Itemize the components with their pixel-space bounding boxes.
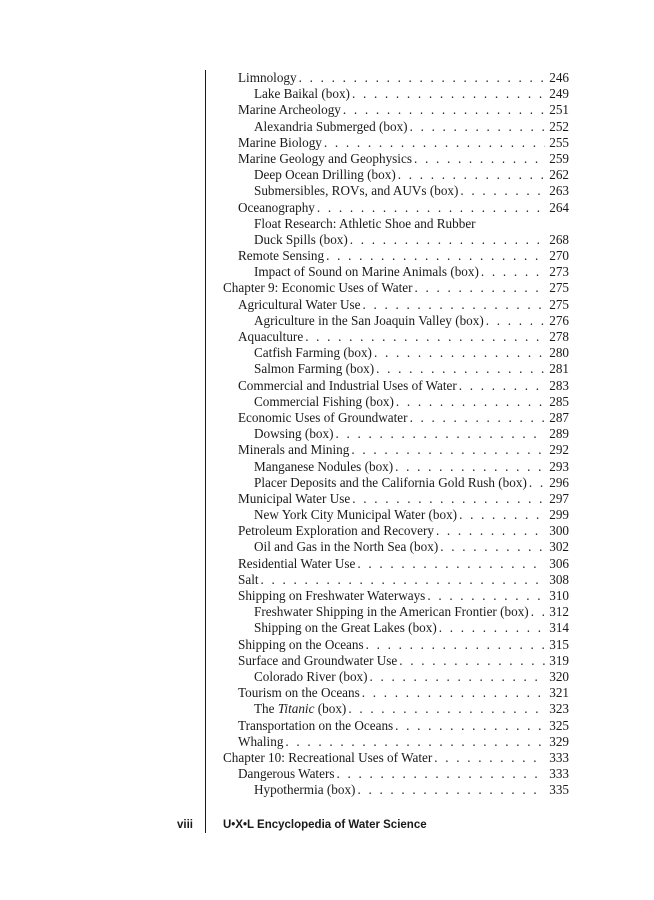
toc-entry-title: Shipping on Freshwater Waterways [238,588,426,603]
toc-entry-page: 323 [549,701,569,717]
toc-entry-page: 333 [549,749,569,765]
toc-entry-page: 270 [549,248,569,264]
dot-leader [436,523,545,539]
toc-entry [223,394,569,410]
toc-entry-title: Colorado River (box) [254,668,368,684]
toc-entry [223,167,569,183]
toc-entry-title: Submersibles, ROVs, and AUVs (box) [254,183,459,199]
toc-entry-page: 302 [549,539,569,555]
toc-entry-title: Oil and Gas in the North Sea (box) [254,539,439,555]
toc-entry-title: Duck Spills (box) [254,231,348,247]
toc-entry [223,734,569,750]
dot-leader [285,734,545,750]
toc-entry-title-italic: Titanic [277,701,315,717]
toc-entry-title: Marine Geology and Geophysics [238,150,412,166]
dot-leader [486,313,545,329]
toc-entry-title: Residential Water Use [238,555,356,571]
dot-leader [357,556,545,572]
dot-leader [350,232,545,248]
toc-entry-page: 312 [549,604,569,620]
toc-entry-title: Agricultural Water Use [238,296,361,312]
toc-entry-page: 280 [549,345,569,361]
dot-leader [348,701,545,717]
toc-entry [223,701,569,717]
toc-entry-title: Oceanography [238,199,315,215]
dot-leader [398,167,545,183]
toc-entry-page: 281 [549,361,569,377]
toc-entry-title: Commercial and Industrial Uses of Water [238,377,457,393]
toc-entry-page: 263 [549,183,569,199]
vertical-rule [205,70,206,833]
toc-entry-page: 292 [549,442,569,458]
toc-entry-page: 251 [549,102,569,118]
dot-leader [336,426,546,442]
toc-entry-title-prefix: The [254,701,278,717]
dot-leader [362,685,545,701]
toc-entry [223,216,569,232]
toc-entry [223,86,569,102]
toc-entry-title: Chapter 10: Recreational Uses of Water [223,749,433,765]
toc-entry [223,669,569,685]
toc-entry-page: 333 [549,766,569,782]
toc-entry-page: 296 [549,474,569,490]
toc-entry [223,361,569,377]
dot-leader [352,86,545,102]
toc-entry-page: 262 [549,167,569,183]
toc-entry-title: Dangerous Waters [238,766,335,782]
toc-entry-title: Shipping on the Oceans [238,636,364,652]
toc-entry-page: 273 [549,264,569,280]
dot-leader [376,361,545,377]
toc-entry-title: Salt [238,571,259,587]
toc-entry [223,491,569,507]
toc-entry-title: Impact of Sound on Marine Animals (box) [254,264,479,280]
toc-entry-page: 329 [549,733,569,749]
dot-leader [374,345,545,361]
dot-leader [410,410,545,426]
toc-entry-title-suffix: (box) [314,701,347,717]
dot-leader [427,588,545,604]
toc-entry-title: Minerals and Mining [238,442,350,458]
toc-entry-title: Commercial Fishing (box) [254,393,394,409]
toc-entry [223,119,569,135]
dot-leader [317,200,545,216]
toc-entry [223,248,569,264]
toc-entry [223,442,569,458]
toc-entry-title: Petroleum Exploration and Recovery [238,523,434,539]
dot-leader [351,442,545,458]
dot-leader [481,264,545,280]
dot-leader [531,604,545,620]
toc-entry-title: Hypothermia (box) [254,782,356,798]
toc-entry [223,102,569,118]
toc-entry-title: Agriculture in the San Joaquin Valley (box) [254,312,484,328]
toc-entry-title: Whaling [238,733,284,749]
toc-entry [223,539,569,555]
toc-entry [223,556,569,572]
toc-entry-page: 283 [549,377,569,393]
toc-entry-page: 249 [549,86,569,102]
toc-entry-title [254,701,346,717]
dot-leader [395,718,545,734]
dot-leader [366,637,545,653]
toc-entry [223,588,569,604]
toc-entry-title: Economic Uses of Groundwater [238,409,408,425]
toc-entry-page: 264 [549,199,569,215]
dot-leader [440,539,545,555]
dot-leader [459,378,545,394]
table-of-contents [223,70,569,798]
toc-chapter-entry [223,750,569,766]
toc-entry-page: 275 [549,296,569,312]
toc-entry-title: Remote Sensing [238,248,325,264]
toc-entry [223,459,569,475]
dot-leader [299,70,545,86]
toc-entry [223,264,569,280]
toc-entry-page: 275 [549,280,569,296]
toc-entry-page: 321 [549,685,569,701]
dot-leader [434,750,545,766]
toc-entry-title: Float Research: Athletic Shoe and Rubber [254,215,476,231]
toc-entry-page: 287 [549,409,569,425]
toc-entry-page: 278 [549,329,569,344]
toc-entry-page: 320 [549,668,569,684]
toc-entry [223,378,569,394]
toc-entry-page: 285 [549,393,569,409]
toc-entry-page: 259 [549,150,569,166]
dot-leader [459,507,545,523]
toc-entry-title: Surface and Groundwater Use [238,652,398,668]
toc-entry-page: 268 [549,231,569,247]
dot-leader [415,280,546,296]
toc-entry [223,200,569,216]
toc-entry-title: Shipping on the Great Lakes (box) [254,620,437,636]
toc-entry-title: Marine Archeology [238,102,341,118]
toc-entry-page: 293 [549,458,569,474]
toc-entry [223,475,569,491]
toc-entry-page: 335 [549,782,569,798]
toc-entry-title: Municipal Water Use [238,490,351,506]
toc-entry [223,572,569,588]
toc-entry-page: 325 [549,717,569,733]
toc-entry [223,685,569,701]
dot-leader [410,119,545,135]
toc-entry-title: Lake Baikal (box) [254,86,350,102]
footer-page-number: viii [177,819,193,831]
dot-leader [305,329,545,345]
toc-entry [223,523,569,539]
dot-leader [529,475,545,491]
toc-entry-page: 255 [549,134,569,150]
toc-entry [223,637,569,653]
toc-entry [223,718,569,734]
toc-entry-page: 300 [549,523,569,539]
dot-leader [460,183,545,199]
toc-entry [223,135,569,151]
toc-entry-title: Dowsing (box) [254,426,334,442]
toc-entry-title: Alexandria Submerged (box) [254,118,408,134]
toc-entry-page: 315 [549,636,569,652]
toc-entry-title: Aquaculture [238,329,304,344]
toc-entry [223,426,569,442]
toc-entry-title: Deep Ocean Drilling (box) [254,167,396,183]
toc-chapter-entry [223,280,569,296]
toc-entry-title: Freshwater Shipping in the American Frontier (box) [254,604,529,620]
toc-entry [223,232,569,248]
toc-entry [223,620,569,636]
toc-entry-page: 276 [549,312,569,328]
dot-leader [439,620,545,636]
toc-entry [223,653,569,669]
toc-entry-page: 289 [549,426,569,442]
dot-leader [261,572,545,588]
toc-entry-title: Manganese Nodules (box) [254,458,394,474]
toc-entry [223,782,569,798]
toc-entry-title: Catfish Farming (box) [254,345,372,361]
dot-leader [343,102,545,118]
toc-entry [223,151,569,167]
toc-entry [223,345,569,361]
toc-entry [223,766,569,782]
toc-entry-title: New York City Municipal Water (box) [254,507,458,523]
toc-entry-title: Transportation on the Oceans [238,717,394,733]
dot-leader [324,135,545,151]
toc-entry [223,183,569,199]
toc-entry [223,313,569,329]
dot-leader [336,766,545,782]
toc-entry [223,329,569,345]
toc-entry [223,70,569,86]
toc-entry-page: 314 [549,620,569,636]
toc-entry [223,507,569,523]
toc-entry-page: 299 [549,507,569,523]
toc-entry-title: Limnology [238,70,297,85]
toc-entry [223,410,569,426]
dot-leader [414,151,545,167]
toc-entry-page: 308 [549,571,569,587]
dot-leader [396,394,545,410]
dot-leader [399,653,545,669]
dot-leader [362,297,545,313]
dot-leader [326,248,545,264]
toc-entry-page: 310 [549,588,569,603]
toc-entry-page: 306 [549,555,569,571]
toc-entry-page: 252 [549,118,569,134]
toc-entry-title: Salmon Farming (box) [254,361,375,377]
dot-leader [370,669,545,685]
toc-entry [223,604,569,620]
dot-leader [357,782,545,798]
dot-leader [352,491,545,507]
toc-entry-title: Chapter 9: Economic Uses of Water [223,280,413,296]
toc-entry [223,297,569,313]
footer-book-title: U•X•L Encyclopedia of Water Science [223,819,427,831]
toc-entry-title: Tourism on the Oceans [238,685,360,701]
toc-entry-page: 319 [549,652,569,668]
toc-entry-page: 246 [549,70,569,85]
toc-entry-page: 297 [549,490,569,506]
toc-entry-title: Marine Biology [238,134,322,150]
toc-entry-title: Placer Deposits and the California Gold Rush (box) [254,474,527,490]
dot-leader [395,459,545,475]
